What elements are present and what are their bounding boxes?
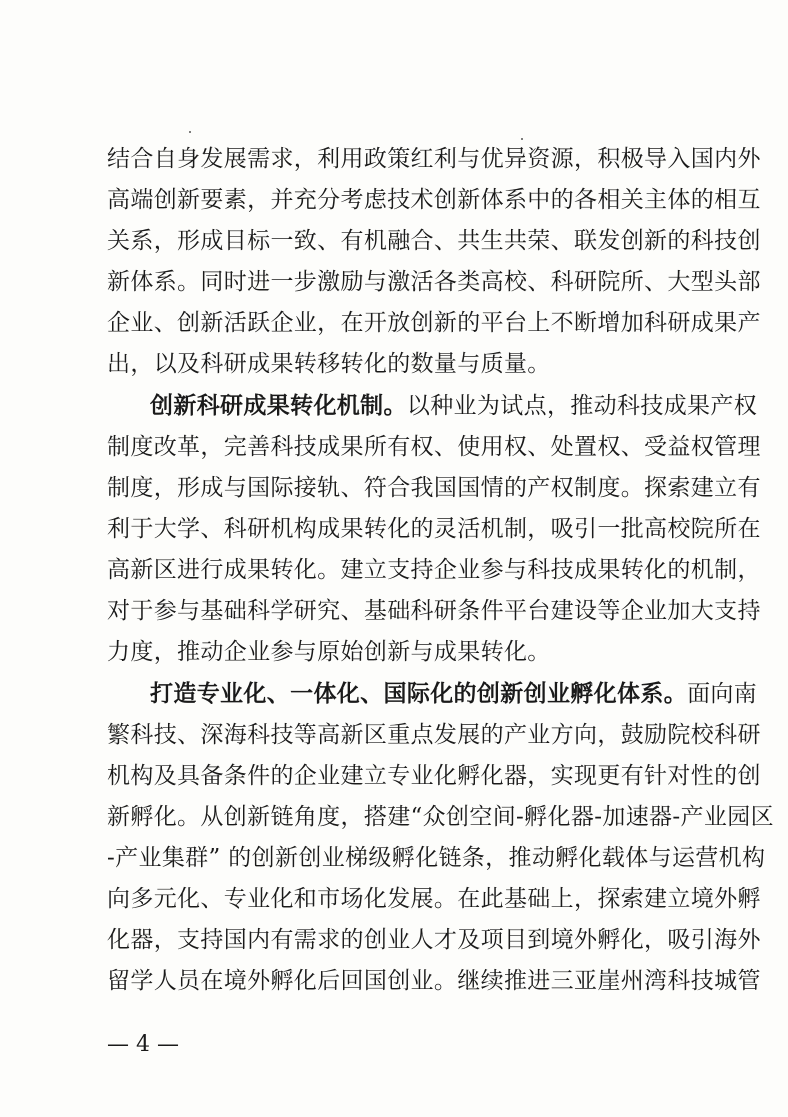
body-line: 化器，支持国内有需求的创业人才及项目到境外孵化，吸引海外	[107, 927, 761, 953]
body-line: 制度，形成与国际接轨、符合我国国情的产权制度。探索建立有	[107, 475, 761, 501]
body-line: 新孵化。从创新链角度，搭建“众创空间-孵化器-加速器-产业园区	[107, 804, 774, 830]
body-line: 企业、创新活跃企业，在开放创新的平台上不断增加科研成果产	[107, 310, 761, 336]
paragraph-text: 面向南	[687, 681, 758, 707]
body-line: -产业集群” 的创新创业梯级孵化链条，推动孵化载体与运营机构	[107, 845, 766, 871]
body-line: 向多元化、专业化和市场化发展。在此基础上，探索建立境外孵	[107, 886, 761, 912]
body-line: 新体系。同时进一步激励与激活各类高校、科研院所、大型头部	[107, 269, 761, 295]
body-line: 机构及具备条件的企业建立专业化孵化器，实现更有针对性的创	[107, 763, 761, 789]
body-line: 留学人员在境外孵化后回国创业。继续推进三亚崖州湾科技城管	[107, 968, 761, 994]
paragraph-heading: 打造专业化、一体化、国际化的创新创业孵化体系。	[150, 680, 688, 707]
body-line: 利于大学、科研机构成果转化的灵活机制，吸引一批高校院所在	[107, 516, 761, 542]
body-line: 对于参与基础科学研究、基础科研条件平台建设等企业加大支持	[107, 598, 761, 624]
scan-speck	[189, 131, 191, 133]
paragraph-first-line	[150, 677, 758, 711]
scan-speck	[521, 138, 523, 140]
body-line: 结合自身发展需求，利用政策红利与优异资源，积极导入国内外	[107, 146, 761, 172]
paragraph-heading: 创新科研成果转化机制。	[150, 392, 407, 419]
paragraph-first-line	[150, 389, 758, 423]
body-line: 高端创新要素，并充分考虑技术创新体系中的各相关主体的相互	[107, 187, 761, 213]
body-line: 高新区进行成果转化。建立支持企业参与科技成果转化的机制，	[107, 557, 761, 583]
body-line: 出，以及科研成果转移转化的数量与质量。	[107, 351, 551, 377]
page-number: — 4 —	[107, 1032, 179, 1057]
body-line: 制度改革，完善科技成果所有权、使用权、处置权、受益权管理	[107, 434, 761, 460]
body-line: 关系，形成目标一致、有机融合、共生共荣、联发创新的科技创	[107, 228, 761, 254]
body-line: 繁科技、深海科技等高新区重点发展的产业方向，鼓励院校科研	[107, 722, 761, 748]
paragraph-text: 以种业为试点，推动科技成果产权	[406, 393, 758, 419]
body-line: 力度，推动企业参与原始创新与成果转化。	[107, 639, 551, 665]
